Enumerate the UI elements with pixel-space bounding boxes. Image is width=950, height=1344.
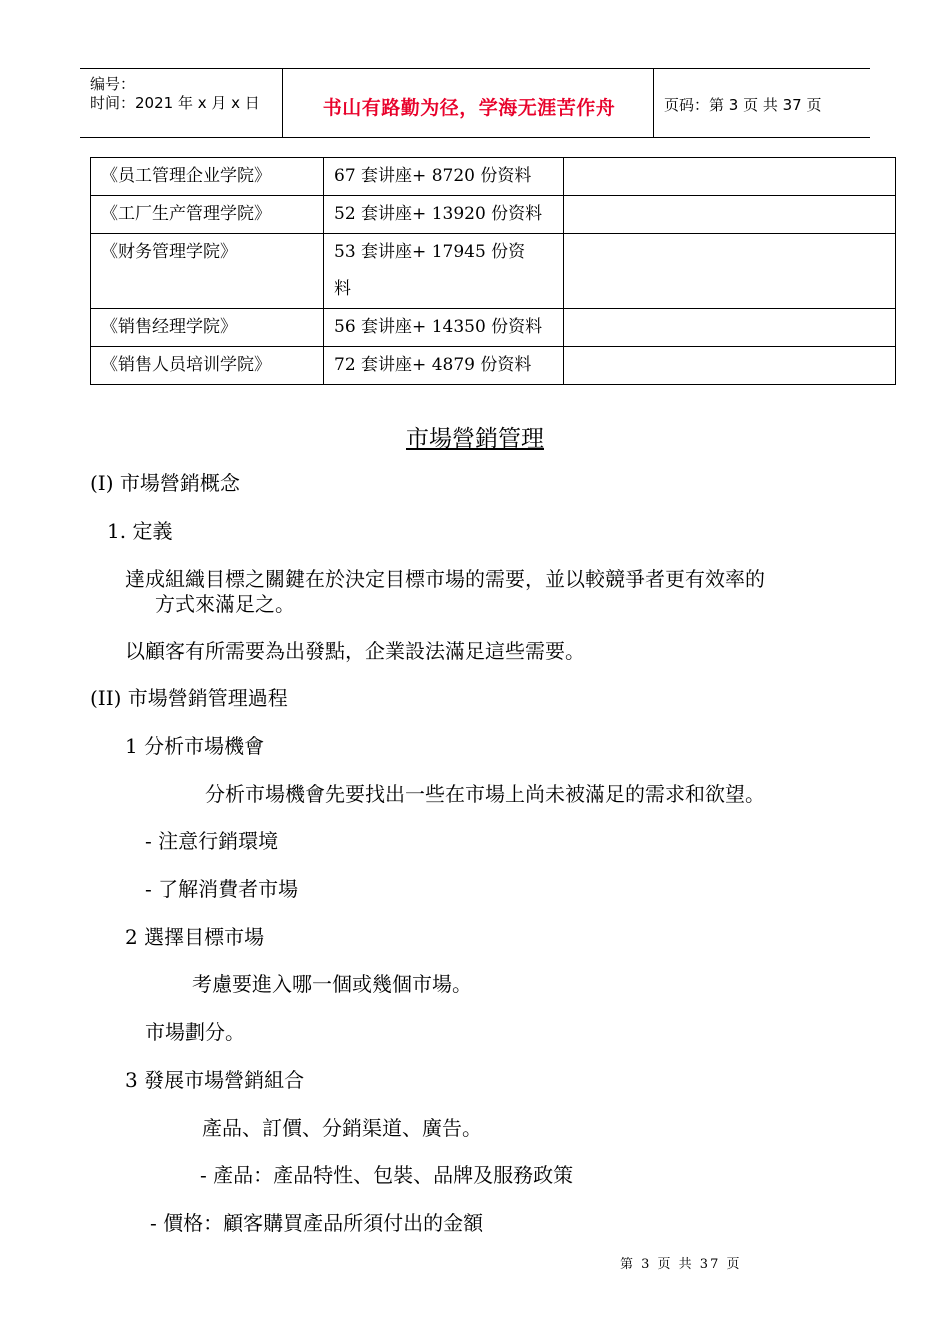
document-number-label: 编号： [90,75,136,93]
bullet-item: - 價格：顧客購買產品所須付出的金額 [150,1211,484,1235]
table-cell-empty [564,347,896,385]
table-row [91,309,896,347]
body-paragraph: 以顧客有所需要為出發點，企業設法滿足這些需要。 [125,639,585,663]
subsection-heading: 1. 定義 [107,519,173,543]
bullet-item: - 注意行銷環境 [145,829,279,853]
bullet-item: - 產品：產品特性、包裝、品牌及服務政策 [200,1163,574,1187]
page-header [80,68,870,138]
table-row [91,234,896,309]
table-cell-name: 《工厂生产管理学院》 [91,196,324,234]
body-paragraph: 達成組織目標之關鍵在於決定目標市場的需要，並以較競爭者更有效率的 [125,567,765,591]
table-cell-content: 53 套讲座+ 17945 份资 料 [324,234,564,309]
body-paragraph: 產品、訂價、分銷渠道、廣告。 [202,1116,482,1140]
table-cell-name: 《销售经理学院》 [91,309,324,347]
bullet-item: - 了解消費者市場 [145,877,299,901]
table-row [91,196,896,234]
header-motto-cell [282,69,654,137]
table-cell-content: 72 套讲座+ 4879 份资料 [324,347,564,385]
table-cell-empty [564,309,896,347]
table-cell-empty [564,158,896,196]
header-motto: 书山有路勤为径，学海无涯苦作舟 [322,97,616,119]
resource-table [90,157,896,385]
page-footer: 第 3 页 共 37 页 [620,1257,742,1272]
header-meta-cell [80,69,282,137]
table-cell-name: 《销售人员培训学院》 [91,347,324,385]
document-date: 时间：2021 年 x 月 x 日 [90,94,260,112]
section-heading: (II) 市場營銷管理過程 [90,686,288,710]
table-cell-empty [564,234,896,309]
table-cell-empty [564,196,896,234]
table-row [91,158,896,196]
subsection-heading: 1 分析市場機會 [125,734,265,758]
body-paragraph: 考慮要進入哪一個或幾個市場。 [192,972,472,996]
header-page-info: 页码：第 3 页 共 37 页 [664,96,822,114]
subsection-heading: 3 發展市場營銷組合 [125,1068,305,1092]
document-title: 市場營銷管理 [406,426,544,452]
table-cell-content: 56 套讲座+ 14350 份资料 [324,309,564,347]
table-cell-name: 《员工管理企业学院》 [91,158,324,196]
body-paragraph-continuation: 方式來滿足之。 [155,592,295,616]
table-cell-content: 52 套讲座+ 13920 份资料 [324,196,564,234]
table-row [91,347,896,385]
section-heading: (I) 市場營銷概念 [90,471,240,495]
header-page-cell [654,69,870,137]
body-paragraph: 市場劃分。 [145,1020,245,1044]
table-cell-content: 67 套讲座+ 8720 份资料 [324,158,564,196]
table-cell-name: 《财务管理学院》 [91,234,324,309]
body-paragraph: 分析市場機會先要找出一些在市場上尚未被滿足的需求和欲望。 [205,782,765,806]
subsection-heading: 2 選擇目標市場 [125,925,265,949]
